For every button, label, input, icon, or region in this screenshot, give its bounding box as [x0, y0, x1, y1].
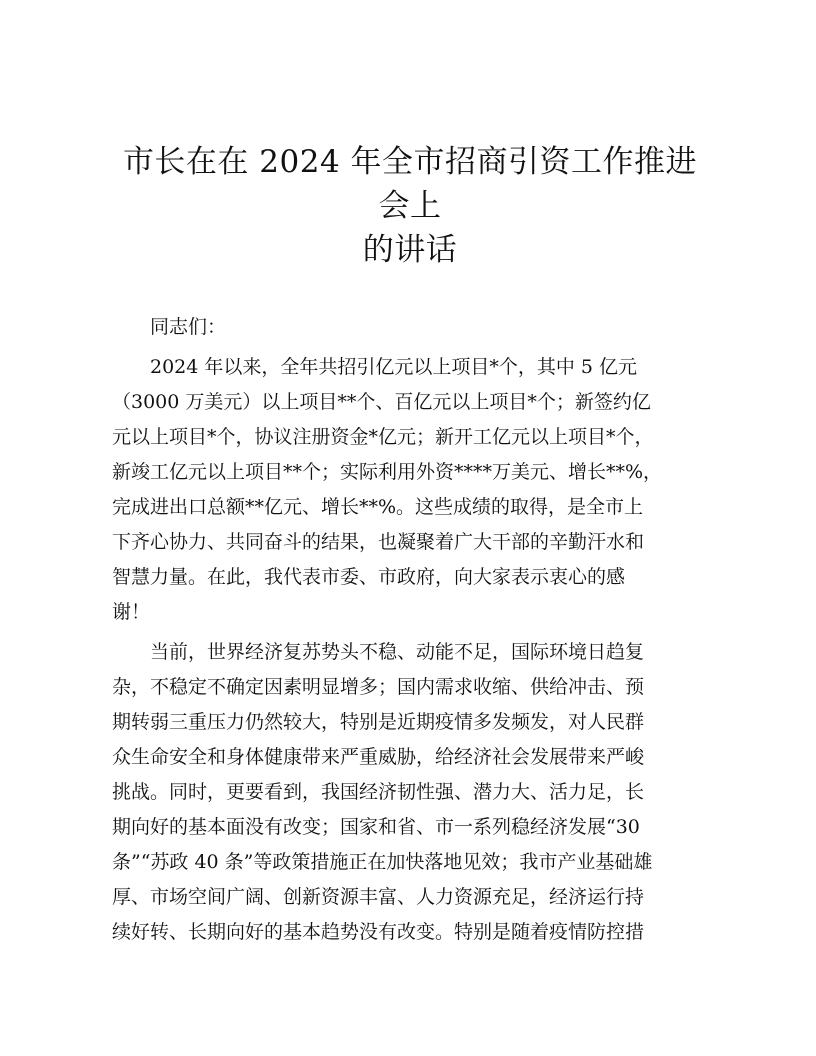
text-line: 期转弱三重压力仍然较大，特别是近期疫情多发频发，对人民群	[112, 711, 645, 733]
text-line: 谢！	[112, 601, 151, 623]
text-line: （3000 万美元）以上项目**个、百亿元以上项目*个；新签约亿	[112, 391, 651, 413]
text-line: 当前，世界经济复苏势头不稳、动能不足，国际环境日趋复	[150, 641, 645, 663]
text-line: 智慧力量。在此，我代表市委、市政府，向大家表示衷心的感	[112, 566, 626, 588]
text-line: 2024 年以来，全年共招引亿元以上项目*个，其中 5 亿元	[150, 356, 638, 378]
text-line: 众生命安全和身体健康带来严重威胁，给经济社会发展带来严峻	[112, 746, 645, 768]
body-paragraph-2	[112, 635, 708, 950]
text-line: 续好转、长期向好的基本趋势没有改变。特别是随着疫情防控措	[112, 921, 645, 943]
text-line: 元以上项目*个，协议注册资金*亿元；新开工亿元以上项目*个，	[112, 426, 654, 448]
title-line: 市长在在 2024 年全市招商引资工作推进会上	[122, 144, 698, 224]
title-line: 的讲话	[362, 232, 458, 268]
document-page	[112, 140, 708, 950]
text-line: 杂，不稳定不确定因素明显增多；国内需求收缩、供给冲击、预	[112, 676, 645, 698]
text-line: 挑战。同时，更要看到，我国经济韧性强、潜力大、活力足，长	[112, 781, 645, 803]
text-line: 新竣工亿元以上项目**个；实际利用外资****万美元、增长**%，	[112, 461, 663, 483]
text-line: 完成进出口总额**亿元、增长**%。这些成绩的取得，是全市上	[112, 496, 644, 518]
body-paragraph-1	[112, 350, 708, 630]
text-line: 期向好的基本面没有改变；国家和省、市一系列稳经济发展“30	[112, 816, 640, 838]
text-line: 条”“苏政 40 条”等政策措施正在加快落地见效；我市产业基础雄	[112, 851, 653, 873]
text-line: 下齐心协力、共同奋斗的结果，也凝聚着广大干部的辛勤汗水和	[112, 531, 645, 553]
text-line: 厚、市场空间广阔、创新资源丰富、人力资源充足，经济运行持	[112, 886, 645, 908]
document-title	[112, 140, 708, 272]
salutation: 同志们：	[150, 316, 227, 338]
